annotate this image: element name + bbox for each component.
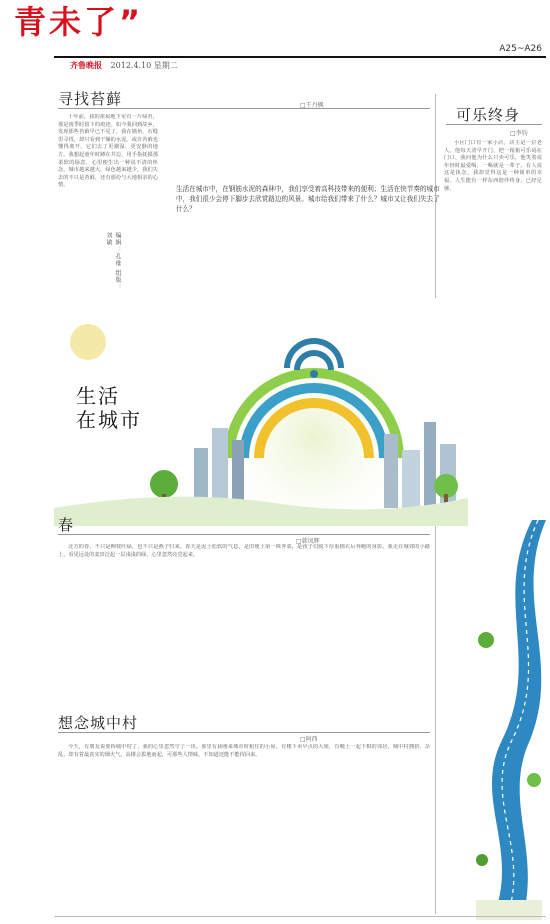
masthead	[0, 0, 550, 58]
article-byline-kele: □李钧	[510, 130, 528, 137]
article-title-chun: 春	[58, 516, 75, 534]
road-illustration	[472, 520, 546, 920]
article-text-chun: 北方的春，不只是柳枝吐绿，也不只是燕子归来。春天是泥土松软的气息，是田埂上第一株荠菜，是孩子们脱下厚重棉衣后奔跑的身影。我走在城郊的小路上，看见远处的麦田泛起一层浅浅的绿，心里忽然亮堂起来。	[58, 544, 430, 558]
article-body-xiangnian	[58, 744, 430, 916]
article-title-kele: 可乐终身	[456, 106, 521, 124]
feature-title-line2: 在城市	[76, 408, 142, 432]
paper-name: 齐鲁晚报	[70, 60, 102, 70]
article-text-kele: 小区门口有一家小店，店主是一位老人。他每天清早开门，把一箱箱可乐码在门口。我问他为什么只卖可乐，他笑着说年轻时最爱喝，一喝就是一辈子。有人说这是执念，我却觉得这是一种简单的幸福。人生能有一样东西陪伴终身，已经足够。	[444, 140, 542, 192]
ground-decoration	[476, 900, 542, 920]
article-byline-chun: □韩凤辉	[296, 538, 320, 545]
sun-icon	[70, 324, 106, 360]
feature-credits: 编辑：孔维 组版：刘敏	[105, 232, 121, 291]
article-title-xunzhao: 寻找苔藓	[58, 90, 123, 108]
feature-title	[76, 384, 142, 432]
article-text-xiangnian: 今天，有朋友说要拆城中村了，我的心里忽然空了一块。那里有我刚来城市时租住的小屋，有楼下卖早点的大姐，有晚上一起下棋的邻居。城中村拥挤、杂乱，却有着最真实的烟火气。高楼会拔地而起，可那些人情味，不知道还能不能找回来。	[58, 744, 430, 758]
dateline	[70, 60, 178, 71]
article-rule-xiangnian	[58, 732, 430, 733]
article-byline-xiangnian: □阿西	[300, 736, 318, 743]
article-rule-kele	[446, 124, 542, 125]
masthead-rule	[54, 56, 546, 58]
page-code: A25~A26	[499, 44, 542, 54]
article-byline-xunzhao: □王丹枫	[300, 102, 324, 109]
issue-date: 2012.4.10 星期二	[110, 61, 178, 70]
article-text-xunzhao: 十年前，我的祖屋地下室有一片绿苔，那是雨季时留下的痕迹。如今我回到故乡，发现那些苔藓早已不见了。我在墙角、石缝里寻找，却只看到干燥的水泥。或许苔藓也懂得离开，它们去了更潮湿、更安静的地方。我想起童年时蹲在井边，用手指抚摸那柔软的绿意，心里便生出一种说不清的怀念。城市越来越大，绿色越来越少，我们失去的不只是苔藓，还有那份与大地相亲的心情。	[58, 114, 158, 189]
feature-illustration	[54, 298, 468, 526]
article-rule-xunzhao	[58, 108, 430, 109]
road-illustration-svg	[472, 520, 546, 920]
article-body-chun	[58, 544, 430, 704]
article-title-xiangnian: 想念城中村	[58, 714, 139, 732]
bottom-rule	[54, 916, 546, 917]
feature-title-line1: 生活	[76, 384, 120, 408]
feature-caption: 生活在城市中，在钢筋水泥的森林中，我们享受着高科技带来的便利；生活在快节奏的城市中，我们很少会停下脚步去欣赏路边的风景。城市给我们带来了什么？城市又让我们失去了什么？	[176, 185, 440, 213]
section-logo: 青未了”	[14, 3, 144, 41]
article-rule-chun	[58, 534, 430, 535]
